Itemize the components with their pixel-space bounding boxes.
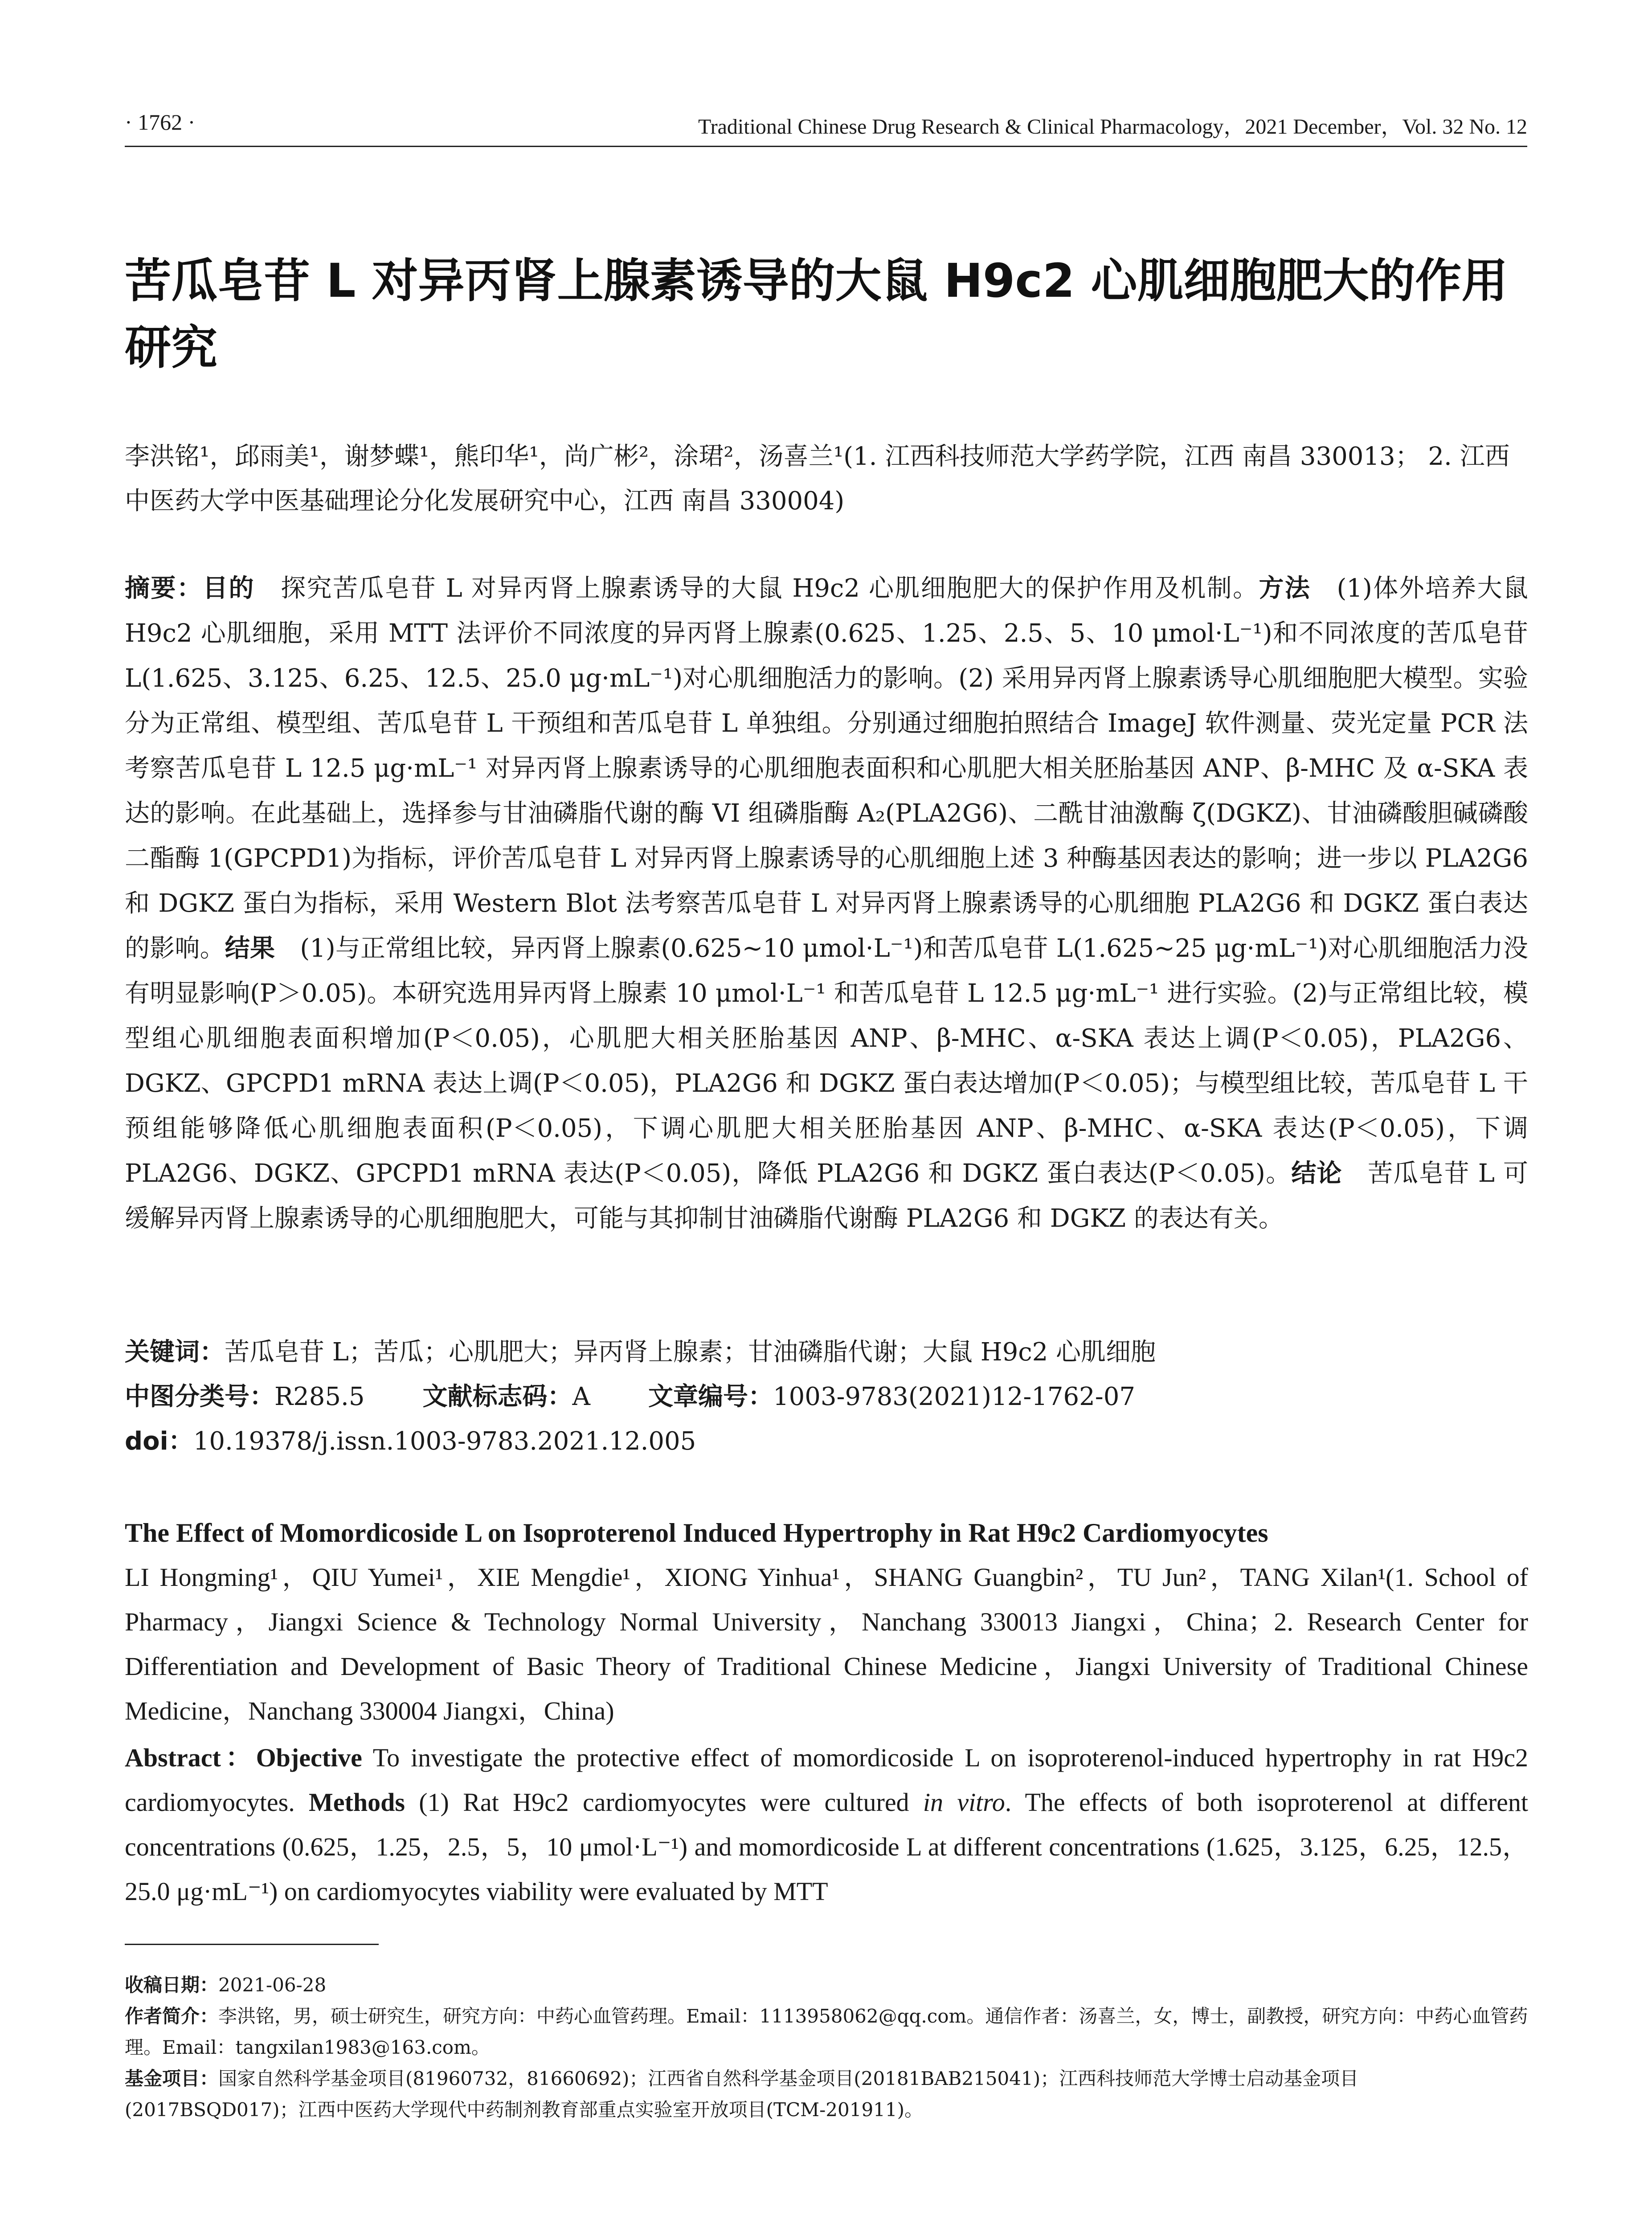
abstract-zh (125, 566, 1528, 1241)
classification-line (125, 1375, 1528, 1419)
clc-value: R285.5 (274, 1382, 365, 1411)
abstract-en (125, 1736, 1528, 1914)
keywords-label: 关键词： (125, 1338, 225, 1367)
received-date (125, 1970, 1528, 2001)
objective-en-text: To investigate the protective effect of momordicoside L on isoproterenol-induced hypertrophy in rat H9c2 cardiomyocytes. (125, 1743, 1528, 1817)
footnotes (125, 1970, 1528, 2126)
results-text: (1)与正常组比较，异丙肾上腺素(0.625~10 μmol·L⁻¹)和苦瓜皂苷 L(1.625~25 μg·mL⁻¹)对心肌细胞活力没有明显影响(P＞0.05)。本研究选用异丙肾上腺素 10 μmol·L⁻¹ 和苦瓜皂苷 L 12.5 μg·mL⁻¹ 进行实验。(2)与正常组比较，模型组心肌细胞表面积增加(P＜0.05)，心肌肥大相关胚胎基因 ANP、β-MHC、α-SKA 表达上调(P＜0.05)，PLA2G6、DGKZ、GPCPD1 mRNA 表达上调(P＜0.05)，PLA2G6 和 DGKZ 蛋白表达增加(P＜0.05)；与模型组比较，苦瓜皂苷 L 干预组能够降低心肌细胞表面积(P＜0.05)，下调心肌肥大相关胚胎基因 ANP、β-MHC、α-SKA 表达(P＜0.05)，下调 PLA2G6、DGKZ、GPCPD1 mRNA 表达(P＜0.05)，降低 PLA2G6 和 DGKZ 蛋白表达(P＜0.05)。 (125, 934, 1529, 1188)
keywords-text: 苦瓜皂苷 L；苦瓜；心肌肥大；异丙肾上腺素；甘油磷脂代谢；大鼠 H9c2 心肌细胞 (225, 1338, 1156, 1367)
article-number-label: 文章编号： (648, 1382, 773, 1411)
doi-value[interactable]: 10.19378/j.issn.1003-9783.2021.12.005 (193, 1427, 696, 1456)
keywords (125, 1330, 1528, 1375)
methods-text: (1)体外培养大鼠 H9c2 心肌细胞，采用 MTT 法评价不同浓度的异丙肾上腺素(0.625、1.25、2.5、5、10 μmol·L⁻¹)和不同浓度的苦瓜皂苷 L(1.625、3.125、6.25、12.5、25.0 μg·mL⁻¹)对心肌细胞活力的影响。(2) 采用异丙肾上腺素诱导心肌细胞肥大模型。实验分为正常组、模型组、苦瓜皂苷 L 干预组和苦瓜皂苷 L 单独组。分别通过细胞拍照结合 ImageJ 软件测量、荧光定量 PCR 法考察苦瓜皂苷 L 12.5 μg·mL⁻¹ 对异丙肾上腺素诱导的心肌细胞表面积和心肌肥大相关胚胎基因 ANP、β-MHC 及 α-SKA 表达的影响。在此基础上，选择参与甘油磷脂代谢的酶 VI 组磷脂酶 A₂(PLA2G6)、二酰甘油激酶 ζ(DGKZ)、甘油磷酸胆碱磷酸二酯酶 1(GPCPD1)为指标，评价苦瓜皂苷 L 对异丙肾上腺素诱导的心肌细胞上述 3 种酶基因表达的影响；进一步以 PLA2G6 和 DGKZ 蛋白为指标，采用 Western Blot 法考察苦瓜皂苷 L 对异丙肾上腺素诱导的心肌细胞 PLA2G6 和 DGKZ 蛋白表达的影响。 (125, 574, 1529, 963)
author-bio-text: 李洪铭，男，硕士研究生，研究方向：中药心血管药理。Email：1113958062@qq.com。通信作者：汤喜兰，女，博士，副教授，研究方向：中药心血管药理。Email：tangxilan1983@163.com。 (125, 2005, 1528, 2058)
methods-en-text-a: (1) Rat H9c2 cardiomyocytes were cultured (405, 1788, 923, 1817)
results-label: 结果 (225, 934, 275, 963)
objective-label: 目的 (203, 574, 255, 603)
author-affiliations-en: LI Hongming¹，QIU Yumei¹，XIE Mengdie¹，XIONG Yinhua¹，SHANG Guangbin²，TU Jun²，TANG Xilan¹(1. School of Pharmacy，Jiangxi Science & Technology Normal University，Nanchang 330013 Jiangxi，China；2. Research Center for Differentiation and Development of Basic Theory of Traditional Chinese Medicine，Jiangxi University of Traditional Chinese Medicine，Nanchang 330004 Jiangxi，China) (125, 1563, 1528, 1725)
conclusion-text: 苦瓜皂苷 L 可缓解异丙肾上腺素诱导的心肌细胞肥大，可能与其抑制甘油磷脂代谢酶 PLA2G6 和 DGKZ 的表达有关。 (125, 1159, 1528, 1233)
methods-label: 方法 (1259, 574, 1311, 603)
author-bio-label: 作者简介： (125, 2005, 219, 2027)
article-title-zh: 苦瓜皂苷 L 对异丙肾上腺素诱导的大鼠 H9c2 心肌细胞肥大的作用研究 (125, 254, 1508, 375)
funding-label: 基金项目： (125, 2068, 219, 2089)
methods-en-text-b: . The effects of both isoproterenol at different concentrations (0.625，1.25，2.5，5，10 μmol·L⁻¹) and momordicoside L at different concentrations (1.625，3.125，6.25，12.5，25.0 μg·mL⁻¹) on cardiomyocytes viability were evaluated by MTT (125, 1788, 1529, 1906)
doi-line (125, 1419, 1528, 1464)
funding-text: 国家自然科学基金项目(81960732，81660692)；江西省自然科学基金项目(20181BAB215041)；江西科技师范大学博士启动基金项目(2017BSQD017)；江西中医药大学现代中药制剂教育部重点实验室开放项目(TCM-201911)。 (125, 2068, 1359, 2121)
page-number: · 1762 · (125, 110, 196, 135)
article-number-value: 1003-9783(2021)12-1762-07 (773, 1382, 1135, 1411)
journal-citation: Traditional Chinese Drug Research & Clinical Pharmacology，2021 December，Vol. 32 No. 12 (698, 115, 1527, 139)
footnote-rule (125, 1944, 379, 1945)
header-rule (125, 146, 1527, 147)
objective-en-label: Objective (256, 1743, 362, 1772)
article-title-en: The Effect of Momordicoside L on Isoproterenol Induced Hypertrophy in Rat H9c2 Cardiomyocytes (125, 1518, 1268, 1548)
doc-code-value: A (572, 1382, 590, 1411)
author-bio (125, 2001, 1528, 2063)
running-header (125, 109, 1527, 145)
objective-text: 探究苦瓜皂苷 L 对异丙肾上腺素诱导的大鼠 H9c2 心肌细胞肥大的保护作用及机制。 (254, 574, 1259, 603)
doi-label: doi： (125, 1427, 193, 1456)
clc-label: 中图分类号： (125, 1382, 274, 1411)
conclusion-label: 结论 (1291, 1159, 1342, 1188)
received-value: 2021-06-28 (218, 1974, 327, 1996)
funding (125, 2063, 1528, 2126)
author-affiliations-zh: 李洪铭¹，邱雨美¹，谢梦蝶¹，熊印华¹，尚广彬²，涂珺²，汤喜兰¹(1. 江西科技师范大学药学院，江西 南昌 330013； 2. 江西中医药大学中医基础理论分化发展研究中心，江西 南昌 330004) (125, 442, 1510, 516)
abstract-en-label: Abstract： (125, 1743, 256, 1772)
doc-code-label: 文献标志码： (422, 1382, 572, 1411)
received-label: 收稿日期： (125, 1974, 219, 1996)
in-vitro-term: in vitro (923, 1788, 1005, 1817)
abstract-label: 摘要： (125, 574, 203, 603)
methods-en-label: Methods (309, 1788, 405, 1817)
